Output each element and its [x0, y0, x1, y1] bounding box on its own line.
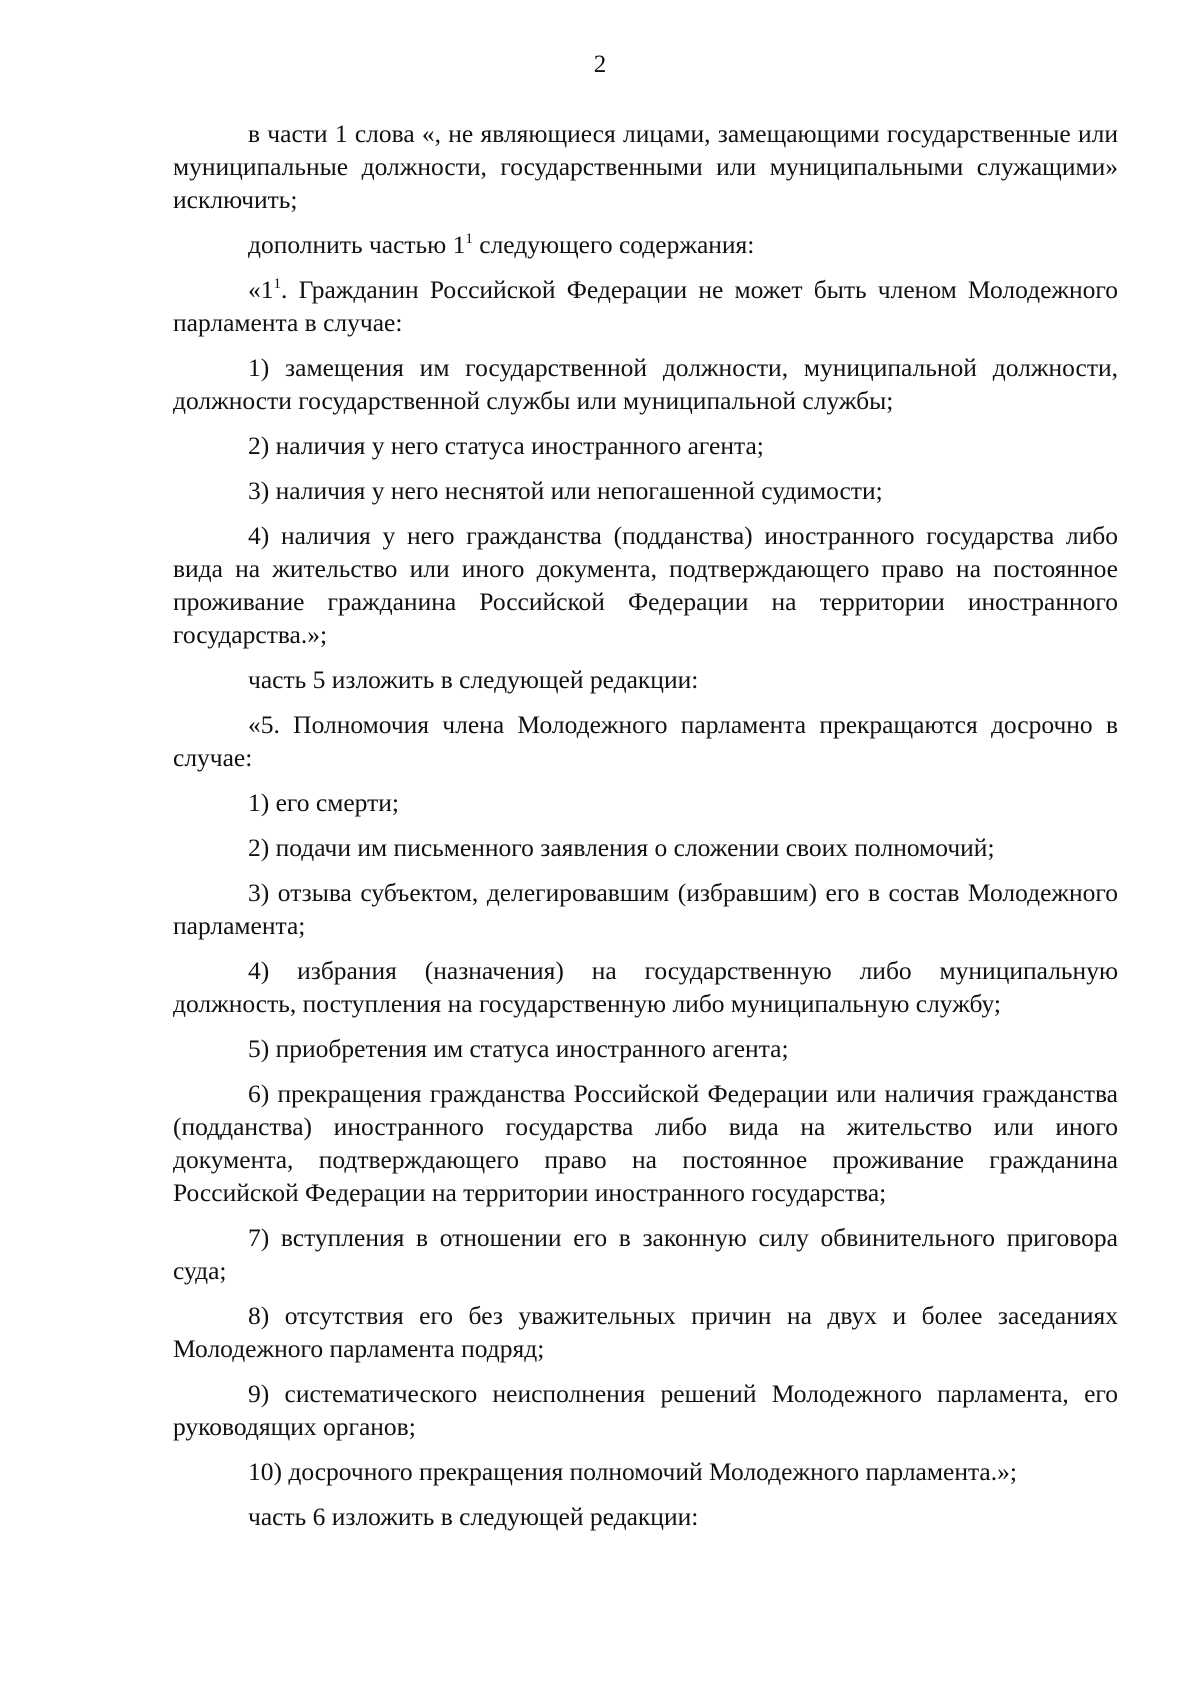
paragraph-15: 6) прекращения гражданства Российской Федерации или наличия гражданства (подданства) иностранного государства либо вида на жительство или иного документа, подтверждающего право на постоянное проживание гражданина Российской Федерации на территории иностранного государства;	[173, 1079, 1118, 1207]
paragraph-6: 3) наличия у него неснятой или непогашенной судимости;	[248, 476, 883, 505]
page-number: 2	[593, 51, 607, 78]
paragraph-12: 3) отзыва субъектом, делегировавшим (избравшим) его в состав Молодежного парламента;	[173, 878, 1118, 940]
paragraph-10: 1) его смерти;	[248, 788, 399, 817]
superscript-1: 1	[465, 231, 473, 247]
paragraph-13: 4) избрания (назначения) на государственную либо муниципальную должность, поступления на государственную либо муниципальную службу;	[173, 956, 1118, 1018]
paragraph-9: «5. Полномочия члена Молодежного парламента прекращаются досрочно в случае:	[173, 710, 1118, 772]
paragraph-1: в части 1 слова «, не являющиеся лицами, замещающими государственные или муниципальные должности, государственными или муниципальными служащими» исключить;	[173, 119, 1118, 214]
paragraph-11: 2) подачи им письменного заявления о сложении своих полномочий;	[248, 833, 995, 862]
document-body	[173, 117, 1118, 1545]
paragraph-2-text-after: следующего содержания:	[472, 230, 755, 259]
paragraph-3-text-after: . Гражданин Российской Федерации не может быть членом Молодежного парламента в случае:	[173, 275, 1118, 337]
paragraph-16: 7) вступления в отношении его в законную силу обвинительного приговора суда;	[173, 1223, 1118, 1285]
paragraph-14: 5) приобретения им статуса иностранного агента;	[248, 1034, 789, 1063]
paragraph-4: 1) замещения им государственной должности, муниципальной должности, должности государственной службы или муниципальной службы;	[173, 353, 1118, 415]
paragraph-5: 2) наличия у него статуса иностранного агента;	[248, 431, 764, 460]
paragraph-7: 4) наличия у него гражданства (подданства) иностранного государства либо вида на жительство или иного документа, подтверждающего право на постоянное проживание гражданина Российской Федерации на территории иностранного государства.»;	[173, 521, 1118, 649]
paragraph-3-text-before: «1	[248, 275, 274, 304]
superscript-1: 1	[273, 276, 281, 292]
paragraph-17: 8) отсутствия его без уважительных причин на двух и более заседаниях Молодежного парламента подряд;	[173, 1301, 1118, 1363]
paragraph-2-text-before: дополнить частью 1	[248, 230, 466, 259]
paragraph-3	[173, 273, 1118, 339]
paragraph-18: 9) систематического неисполнения решений Молодежного парламента, его руководящих органов;	[173, 1379, 1118, 1441]
paragraph-8: часть 5 изложить в следующей редакции:	[248, 665, 699, 694]
paragraph-19: 10) досрочного прекращения полномочий Молодежного парламента.»;	[248, 1457, 1017, 1486]
paragraph-20: часть 6 изложить в следующей редакции:	[248, 1502, 699, 1531]
paragraph-2	[173, 228, 1118, 261]
